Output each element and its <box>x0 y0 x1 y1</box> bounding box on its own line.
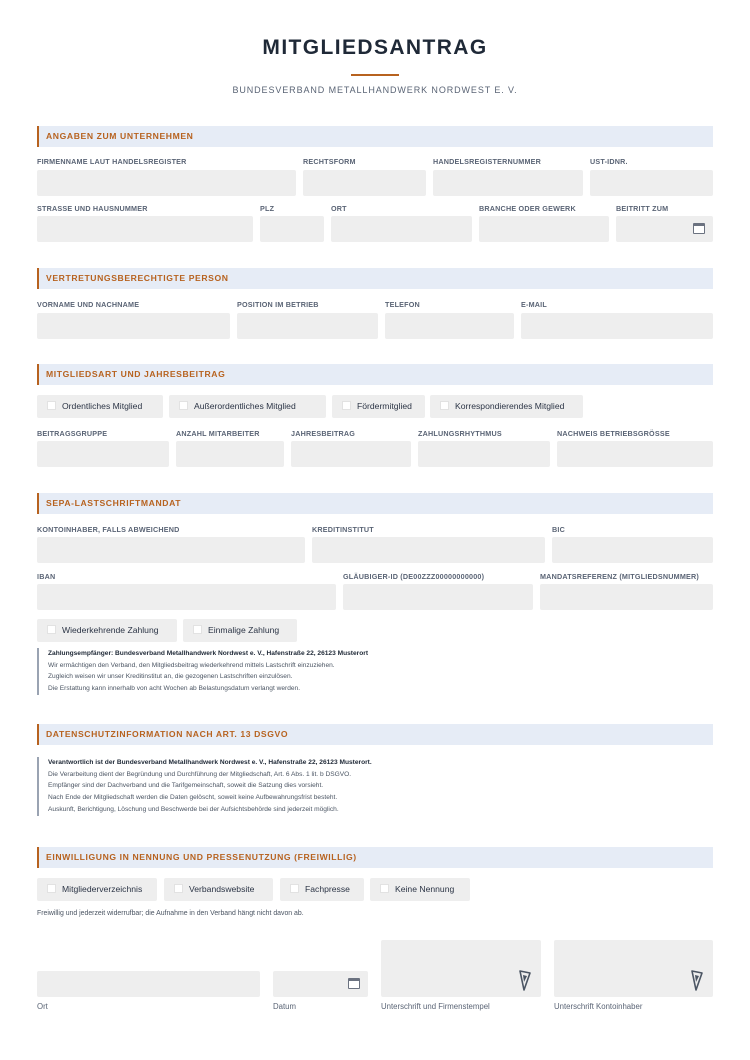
branche-input[interactable] <box>479 216 609 242</box>
note-line: Wir ermächtigen den Verband, den Mitgliedsbeitrag wiederkehrend mittels Lastschrift einzuziehen. <box>48 661 335 669</box>
option-foerdermitglied[interactable] <box>332 395 425 418</box>
label-ustid: UST-IDNR. <box>590 157 628 166</box>
calendar-icon[interactable] <box>348 978 360 989</box>
telefon-input[interactable] <box>385 313 514 339</box>
checkbox[interactable] <box>290 884 299 893</box>
option-mitgliederverzeichnis[interactable] <box>37 878 157 901</box>
option-keine-nennung[interactable] <box>370 878 470 901</box>
signature-firma-box[interactable] <box>381 940 541 997</box>
section-header-privacy: DATENSCHUTZINFORMATION NACH ART. 13 DSGVO <box>37 724 713 745</box>
iban-input[interactable] <box>37 584 336 610</box>
privacy-note <box>37 757 713 816</box>
sepa-mandate-note <box>37 648 713 695</box>
section-header-membership: MITGLIEDSART UND JAHRESBEITRAG <box>37 364 713 385</box>
option-label: Fördermitglied <box>357 401 412 411</box>
label-firmenname: FIRMENNAME LAUT HANDELSREGISTER <box>37 157 187 166</box>
rechtsform-input[interactable] <box>303 170 426 196</box>
label-strasse: STRASSE UND HAUSNUMMER <box>37 204 148 213</box>
signature-datum-input[interactable] <box>273 971 368 997</box>
title-underline <box>351 74 399 76</box>
section-header-representative: VERTRETUNGSBERECHTIGTE PERSON <box>37 268 713 289</box>
kreditinstitut-input[interactable] <box>312 537 545 563</box>
name-input[interactable] <box>37 313 230 339</box>
label-ort: ORT <box>331 204 347 213</box>
note-line: Empfänger sind der Dachverband und die Tarifgemeinschaft, soweit die Satzung dies vorsieht. <box>48 782 324 790</box>
label-email: E-MAIL <box>521 300 547 309</box>
option-verbandswebsite[interactable] <box>164 878 273 901</box>
section-header-consent: EINWILLIGUNG IN NENNUNG UND PRESSENUTZUNG (FREIWILLIG) <box>37 847 713 868</box>
label-nachweis: NACHWEIS BETRIEBSGRÖSSE <box>557 429 670 438</box>
label-hrnummer: HANDELSREGISTERNUMMER <box>433 157 542 166</box>
document-title: MITGLIEDSANTRAG <box>262 36 488 59</box>
label-plz: PLZ <box>260 204 275 213</box>
option-label: Keine Nennung <box>395 884 455 894</box>
label-name: VORNAME UND NACHNAME <box>37 300 140 309</box>
note-line: Nach Ende der Mitgliedschaft werden die Daten gelöscht, soweit keine Aufbewahrungsfrist besteht. <box>48 794 338 802</box>
jahresbeitrag-input[interactable] <box>291 441 411 467</box>
option-ordentlich[interactable] <box>37 395 163 418</box>
label-signature-datum: Datum <box>273 1002 296 1011</box>
section-header-company: ANGABEN ZUM UNTERNEHMEN <box>37 126 713 147</box>
label-rhythmus: ZAHLUNGSRHYTHMUS <box>418 429 502 438</box>
label-jahresbeitrag: JAHRESBEITRAG <box>291 429 356 438</box>
hrnummer-input[interactable] <box>433 170 583 196</box>
calendar-icon[interactable] <box>693 223 705 234</box>
checkbox[interactable] <box>47 884 56 893</box>
option-wiederkehrend[interactable] <box>37 619 177 642</box>
section-header-sepa: SEPA-LASTSCHRIFTMANDAT <box>37 493 713 514</box>
label-branche: BRANCHE ODER GEWERK <box>479 204 576 213</box>
pen-icon <box>518 969 532 991</box>
strasse-input[interactable] <box>37 216 253 242</box>
checkbox[interactable] <box>380 884 389 893</box>
beitragsgruppe-input[interactable] <box>37 441 169 467</box>
note-line: Die Erstattung kann innerhalb von acht Wochen ab Belastungsdatum verlangt werden. <box>48 685 301 693</box>
label-glaeubiger: GLÄUBIGER-ID (DE00ZZZ00000000000) <box>343 572 485 581</box>
option-einmalig[interactable] <box>183 619 297 642</box>
note-line: Zugleich weisen wir unser Kreditinstitut an, die gezogenen Lastschriften einzulösen. <box>48 673 293 681</box>
firmenname-input[interactable] <box>37 170 296 196</box>
pen-icon <box>690 969 704 991</box>
checkbox[interactable] <box>47 401 56 410</box>
checkbox[interactable] <box>179 401 188 410</box>
label-position: POSITION IM BETRIEB <box>237 300 319 309</box>
label-rechtsform: RECHTSFORM <box>303 157 356 166</box>
mitarbeiter-input[interactable] <box>176 441 284 467</box>
beitritt-date-input[interactable] <box>616 216 713 242</box>
signature-ort-input[interactable] <box>37 971 260 997</box>
consent-footnote: Freiwillig und jederzeit widerrufbar; die Aufnahme in den Verband hängt nicht davon ab. <box>37 910 304 917</box>
option-fachpresse[interactable] <box>280 878 364 901</box>
option-label: Außerordentliches Mitglied <box>194 401 296 411</box>
option-label: Ordentliches Mitglied <box>62 401 143 411</box>
rhythmus-input[interactable] <box>418 441 550 467</box>
checkbox[interactable] <box>47 625 56 634</box>
label-bic: BIC <box>552 525 565 534</box>
label-signature-ort: Ort <box>37 1002 48 1011</box>
option-label: Verbandswebsite <box>189 884 255 894</box>
label-beitritt: BEITRITT ZUM <box>616 204 669 213</box>
option-label: Wiederkehrende Zahlung <box>62 625 159 635</box>
note-line: Auskunft, Berichtigung, Löschung und Beschwerde bei der Aufsichtsbehörde sind jederzeit möglich. <box>48 805 339 813</box>
kontoinhaber-input[interactable] <box>37 537 305 563</box>
bic-input[interactable] <box>552 537 713 563</box>
position-input[interactable] <box>237 313 378 339</box>
nachweis-input[interactable] <box>557 441 713 467</box>
option-label: Mitgliederverzeichnis <box>62 884 143 894</box>
plz-input[interactable] <box>260 216 324 242</box>
checkbox[interactable] <box>193 625 202 634</box>
label-kontoinhaber: KONTOINHABER, FALLS ABWEICHEND <box>37 525 180 534</box>
checkbox[interactable] <box>440 401 449 410</box>
option-ausserordentlich[interactable] <box>169 395 326 418</box>
option-label: Fachpresse <box>305 884 350 894</box>
mandatsreferenz-input[interactable] <box>540 584 713 610</box>
label-signature-konto: Unterschrift Kontoinhaber <box>554 1002 643 1011</box>
note-line: Zahlungsempfänger: Bundesverband Metallhandwerk Nordwest e. V., Hafenstraße 22, 26123 Musterort <box>48 650 369 657</box>
label-telefon: TELEFON <box>385 300 420 309</box>
signature-konto-box[interactable] <box>554 940 713 997</box>
option-label: Einmalige Zahlung <box>208 625 280 635</box>
label-beitragsgruppe: BEITRAGSGRUPPE <box>37 429 108 438</box>
glaeubiger-input[interactable] <box>343 584 533 610</box>
option-korrespondierend[interactable] <box>430 395 583 418</box>
checkbox[interactable] <box>174 884 183 893</box>
email-input[interactable] <box>521 313 713 339</box>
label-kreditinstitut: KREDITINSTITUT <box>312 525 374 534</box>
option-label: Korrespondierendes Mitglied <box>455 401 565 411</box>
document-subtitle: BUNDESVERBAND METALLHANDWERK NORDWEST E. V. <box>232 85 518 95</box>
note-line: Die Verarbeitung dient der Begründung und Durchführung der Mitgliedschaft, Art. 6 Abs. 1 lit. b DSGVO. <box>48 770 352 778</box>
ort-input[interactable] <box>331 216 472 242</box>
label-iban: IBAN <box>37 572 56 581</box>
checkbox[interactable] <box>342 401 351 410</box>
label-signature-firma: Unterschrift und Firmenstempel <box>381 1002 490 1011</box>
label-mitarbeiter: ANZAHL MITARBEITER <box>176 429 260 438</box>
note-line: Verantwortlich ist der Bundesverband Metallhandwerk Nordwest e. V., Hafenstraße 22, 26123 Musterort. <box>48 759 372 766</box>
label-mandatsreferenz: MANDATSREFERENZ (MITGLIEDSNUMMER) <box>540 572 699 581</box>
ustid-input[interactable] <box>590 170 713 196</box>
